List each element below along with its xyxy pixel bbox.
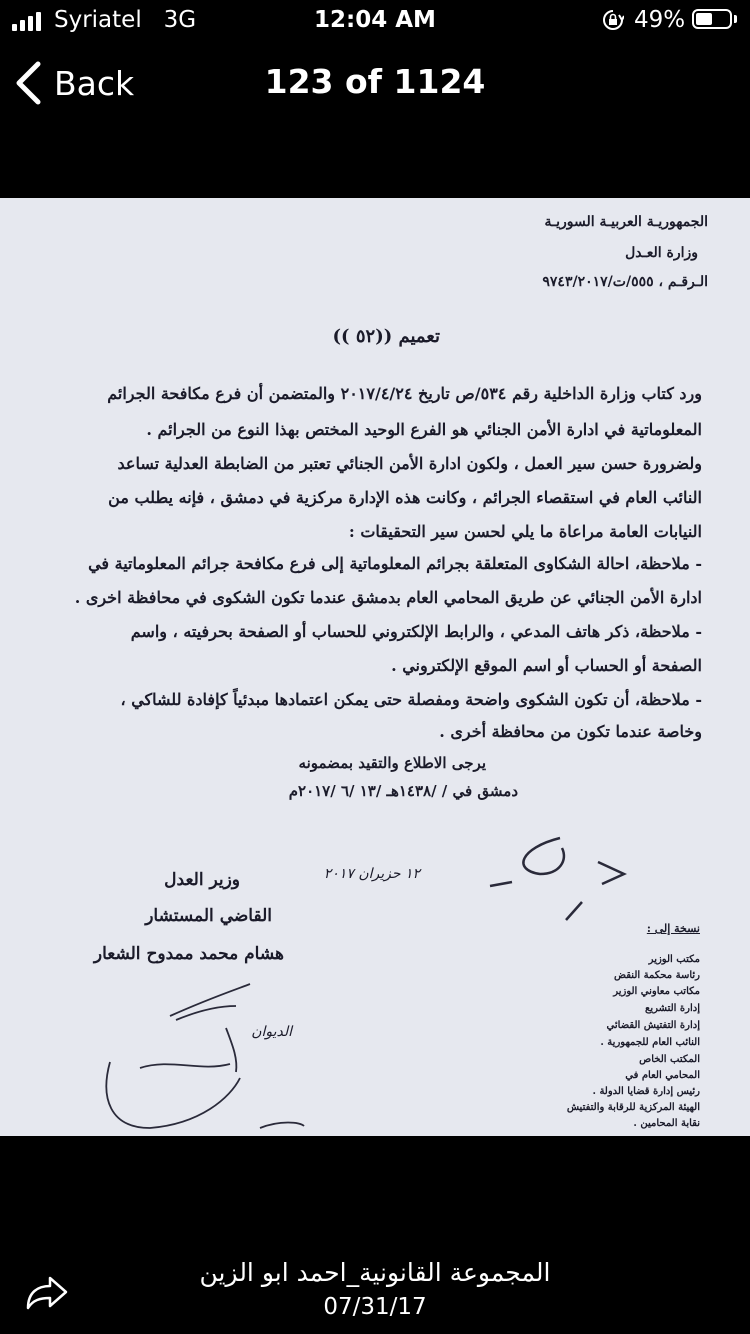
copy-to-label: نسخة إلى : (646, 922, 700, 935)
doc-ministry: وزارة العـدل (625, 245, 698, 261)
copy-to-item: إدارة التفتيش القضائي (606, 1020, 700, 1031)
network-type: 3G (163, 7, 197, 33)
handwritten-marks (0, 198, 750, 1136)
doc-body-line: - ملاحظة، أن تكون الشكوى واضحة ومفصلة حتى يمكن اعتمادها مبدئياً كإفادة للشاكي ، (120, 690, 702, 709)
handwritten-date: ١٢ حزيران ٢٠١٧ (323, 866, 420, 882)
status-bar (0, 0, 750, 40)
copy-to-item: مكتب الوزير (648, 954, 700, 965)
copy-to-item: رئاسة محكمة النقض (614, 970, 700, 981)
status-time: 12:04 AM (314, 7, 436, 33)
doc-body-line: النيابات العامة مراعاة ما يلي لحسن سير التحقيقات : (348, 522, 702, 541)
signature-title: وزير العدل (164, 870, 240, 890)
doc-body-line: - ملاحظة، احالة الشكاوى المتعلقة بجرائم المعلوماتية إلى فرع مكافحة جرائم المعلوماتية في (88, 554, 702, 573)
doc-country: الجمهوريـة العربيـة السوريـة (544, 214, 708, 230)
carrier-name: Syriatel (54, 7, 142, 33)
copy-to-item: إدارة التشريع (645, 1003, 700, 1014)
copy-to-item: رئيس إدارة قضايا الدولة . (592, 1086, 700, 1097)
nav-bar (0, 40, 750, 198)
doc-body-line: ولضرورة حسن سير العمل ، ولكون ادارة الأمن الجنائي تعتبر من الضابطة العدلية تساعد (117, 454, 702, 473)
doc-body-line: الصفحة أو الحساب أو اسم الموقع الإلكتروني . (391, 656, 702, 675)
handwritten-note: الديوان (251, 1024, 292, 1040)
battery-icon (692, 9, 732, 29)
doc-body-line: ورد كتاب وزارة الداخلية رقم ٥٣٤/ص تاريخ ٢٠١٧/٤/٢٤ والمتضمن أن فرع مكافحة الجرائم (107, 384, 702, 403)
battery-cap (734, 15, 737, 23)
signature-name: هشام محمد ممدوح الشعار (93, 944, 284, 964)
doc-title: تعميم ((٥٢ )) (332, 326, 440, 347)
doc-body-line: المعلوماتية في ادارة الأمن الجنائي هو الفرع الوحيد المختص بهذا النوع من الجرائم . (146, 420, 702, 439)
copy-to-item: الهيئة المركزية للرقابة والتفتيش (566, 1102, 700, 1113)
copy-to-item: النائب العام للجمهورية . (600, 1037, 700, 1048)
doc-reference: الـرقـم ، ٥٥٥/ت/٩٧٤٣/٢٠١٧ (542, 274, 708, 290)
battery-level (696, 13, 712, 25)
photo-counter-title: 123 of 1124 (264, 62, 486, 101)
footer (0, 1136, 750, 1334)
signature-role: القاضي المستشار (145, 906, 272, 926)
copy-to-item: المكتب الخاص (639, 1054, 700, 1065)
orientation-lock-icon (602, 9, 624, 31)
photo-date: 07/31/17 (323, 1294, 427, 1320)
doc-body-line: - ملاحظة، ذكر هاتف المدعي ، والرابط الإلكتروني للحساب أو الصفحة بحرفيته ، واسم (130, 622, 702, 641)
doc-place-date: دمشق في / /١٤٣٨هـ /١٣ /٦ /٢٠١٧م (288, 782, 518, 800)
copy-to-item: مكاتب معاوني الوزير (613, 986, 700, 997)
doc-body-line: النائب العام في استقصاء الجرائم ، وكانت هذه الإدارة مركزية في دمشق ، فإنه يطلب من (108, 488, 702, 507)
copy-to-item: المحامي العام في (625, 1070, 700, 1081)
copy-to-item: نقابة المحامين . (633, 1118, 700, 1129)
doc-closing: يرجى الاطلاع والتقيد بمضمونه (298, 754, 486, 772)
photo-caption: المجموعة القانونية_احمد ابو الزين (199, 1258, 551, 1287)
document-photo[interactable] (0, 198, 750, 1136)
battery-percent: 49% (634, 7, 686, 33)
doc-body-line: وخاصة عندما تكون من محافظة أخرى . (439, 722, 702, 741)
doc-body-line: ادارة الأمن الجنائي عن طريق المحامي العام بدمشق عندما تكون الشكوى في محافظة اخرى . (74, 588, 702, 607)
back-label: Back (54, 63, 135, 103)
